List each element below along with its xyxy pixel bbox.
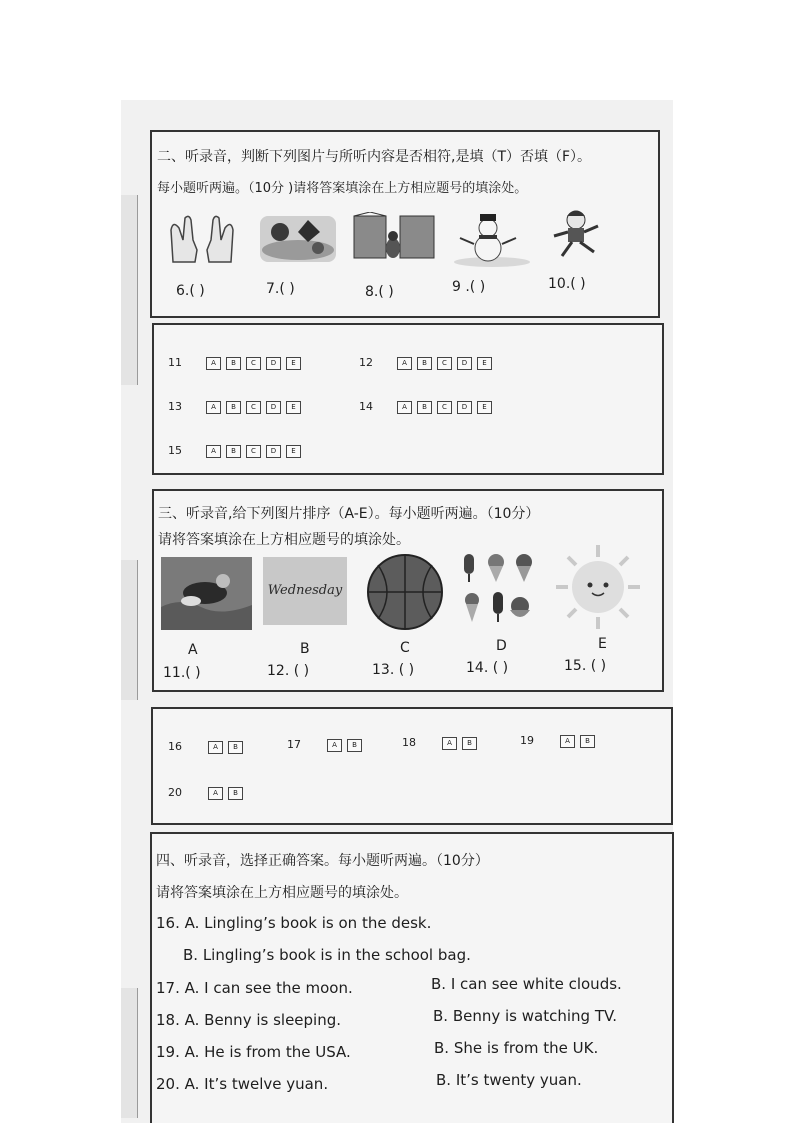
grid1-row	[168, 356, 306, 370]
neighbor-sheet-edge	[121, 988, 138, 1118]
item-8[interactable]: 8.( )	[365, 284, 394, 300]
answer-bubble[interactable]: B	[228, 741, 243, 754]
item-9[interactable]: 9 .( )	[452, 279, 486, 295]
answer-bubble[interactable]: A	[560, 735, 575, 748]
question-number: 18	[402, 736, 416, 749]
q18-option-b[interactable]: B. Benny is watching TV.	[433, 1007, 618, 1025]
kite-kids-picture	[258, 210, 338, 265]
question-number: 17	[287, 738, 301, 751]
item-14[interactable]: 14. ( )	[466, 660, 509, 676]
sun-picture	[554, 543, 642, 631]
question-number: 12	[359, 356, 373, 369]
answer-bubble[interactable]: A	[442, 737, 457, 750]
answer-bubble[interactable]: E	[286, 357, 301, 370]
q16-option-a[interactable]: 16. A. Lingling’s book is on the desk.	[156, 914, 432, 932]
answer-bubble[interactable]: B	[226, 445, 241, 458]
letter-e: E	[598, 636, 607, 652]
q20-option-a[interactable]: 20. A. It’s twelve yuan.	[156, 1075, 329, 1093]
answer-bubble[interactable]: E	[477, 401, 492, 414]
answer-bubble[interactable]: A	[206, 445, 221, 458]
q19-option-a[interactable]: 19. A. He is from the USA.	[156, 1043, 351, 1061]
hands-picture	[165, 210, 240, 268]
item-6[interactable]: 6.( )	[176, 283, 205, 299]
q18-option-a[interactable]: 18. A. Benny is sleeping.	[156, 1011, 342, 1029]
wednesday-card-picture	[263, 557, 347, 625]
question-number: 14	[359, 400, 373, 413]
answer-bubble[interactable]: A	[397, 401, 412, 414]
question-number: 13	[168, 400, 182, 413]
answer-bubble[interactable]: B	[226, 401, 241, 414]
ice-cream-picture	[460, 550, 538, 628]
answer-bubble[interactable]: D	[266, 401, 281, 414]
grid1-row	[359, 400, 497, 414]
answer-bubble[interactable]: A	[208, 787, 223, 800]
section3-heading: 三、听录音,给下列图片排序（A-E）。每小题听两遍。（10分）	[158, 506, 540, 522]
boy-on-grass-picture	[161, 557, 252, 630]
grid2-row	[287, 738, 367, 752]
section2-instruction: 每小题听两遍。（10分 )请将答案填涂在上方相应题号的填涂处。	[157, 181, 528, 196]
section3-instruction: 请将答案填涂在上方相应题号的填涂处。	[158, 532, 410, 548]
item-11[interactable]: 11.( )	[163, 665, 201, 681]
section4-heading: 四、听录音，选择正确答案。每小题听两遍。（10分）	[156, 853, 489, 869]
answer-bubble[interactable]: E	[286, 401, 301, 414]
answer-bubble[interactable]: A	[397, 357, 412, 370]
item-10[interactable]: 10.( )	[548, 276, 586, 292]
answer-bubble[interactable]: B	[462, 737, 477, 750]
basketball-picture	[366, 553, 444, 631]
question-number: 20	[168, 786, 182, 799]
neighbor-sheet-edge	[121, 195, 138, 385]
answer-bubble[interactable]: A	[327, 739, 342, 752]
question-number: 19	[520, 734, 534, 747]
boxes-dog-picture	[352, 212, 437, 264]
grid1-row	[359, 356, 497, 370]
neighbor-sheet-edge	[121, 560, 138, 700]
letter-d: D	[496, 638, 507, 654]
answer-bubble[interactable]: D	[457, 401, 472, 414]
answer-bubble[interactable]: B	[417, 357, 432, 370]
answer-bubble[interactable]: B	[226, 357, 241, 370]
wednesday-word: Wednesday	[267, 583, 343, 598]
answer-bubble[interactable]: E	[286, 445, 301, 458]
answer-bubble[interactable]: C	[246, 401, 261, 414]
snowman-picture	[452, 210, 532, 268]
letter-a: A	[188, 642, 198, 658]
answer-bubble[interactable]: B	[228, 787, 243, 800]
item-12[interactable]: 12. ( )	[267, 663, 310, 679]
letter-b: B	[300, 641, 310, 657]
item-13[interactable]: 13. ( )	[372, 662, 415, 678]
answer-bubble[interactable]: B	[417, 401, 432, 414]
q17-option-b[interactable]: B. I can see white clouds.	[431, 975, 622, 993]
grid2-row	[168, 786, 248, 800]
q16-option-b[interactable]: B. Lingling’s book is in the school bag.	[183, 946, 471, 964]
answer-bubble[interactable]: C	[437, 401, 452, 414]
answer-bubble[interactable]: A	[206, 401, 221, 414]
answer-bubble[interactable]: C	[437, 357, 452, 370]
answer-bubble[interactable]: C	[246, 357, 261, 370]
answer-grid-2	[151, 707, 673, 825]
answer-bubble[interactable]: C	[246, 445, 261, 458]
answer-bubble[interactable]: B	[580, 735, 595, 748]
q19-option-b[interactable]: B. She is from the UK.	[434, 1039, 599, 1057]
section2-heading: 二、听录音，判断下列图片与所听内容是否相符,是填（T）否填（F）。	[157, 149, 592, 165]
answer-bubble[interactable]: E	[477, 357, 492, 370]
item-15[interactable]: 15. ( )	[564, 658, 607, 674]
answer-bubble[interactable]: A	[208, 741, 223, 754]
grid2-row	[168, 740, 248, 754]
letter-c: C	[400, 640, 410, 656]
question-number: 15	[168, 444, 182, 457]
question-number: 11	[168, 356, 182, 369]
q20-option-b[interactable]: B. It’s twenty yuan.	[436, 1071, 582, 1089]
answer-bubble[interactable]: D	[457, 357, 472, 370]
answer-bubble[interactable]: D	[266, 445, 281, 458]
answer-bubble[interactable]: D	[266, 357, 281, 370]
q17-option-a[interactable]: 17. A. I can see the moon.	[156, 979, 353, 997]
grid2-row	[402, 736, 482, 750]
item-7[interactable]: 7.( )	[266, 281, 295, 297]
answer-bubble[interactable]: A	[206, 357, 221, 370]
grid1-row	[168, 444, 306, 458]
grid1-row	[168, 400, 306, 414]
grid2-row	[520, 734, 600, 748]
question-number: 16	[168, 740, 182, 753]
section4-instruction: 请将答案填涂在上方相应题号的填涂处。	[156, 885, 408, 901]
answer-bubble[interactable]: B	[347, 739, 362, 752]
running-boy-picture	[548, 206, 613, 264]
